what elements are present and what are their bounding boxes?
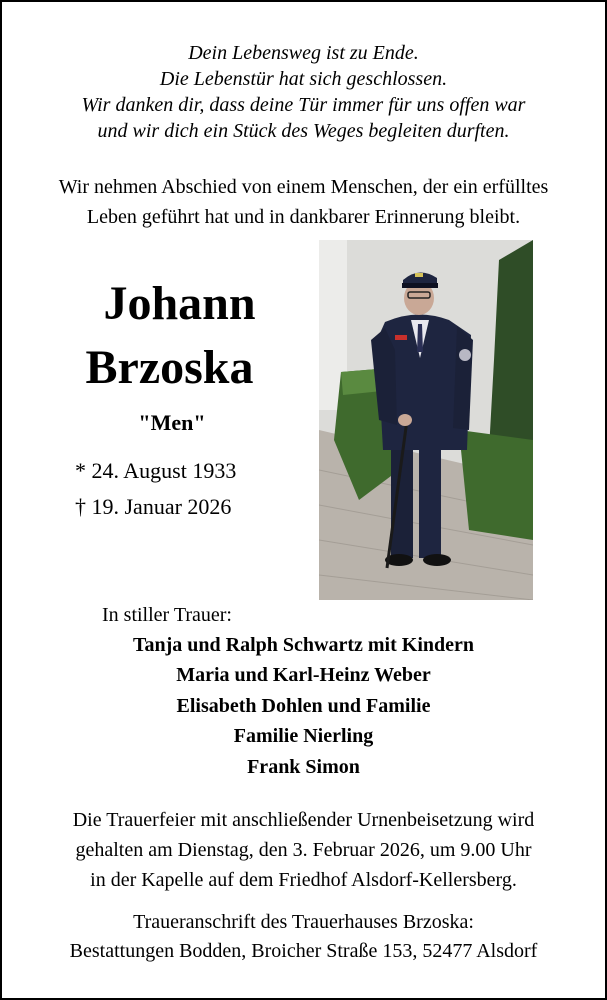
address-line: Traueranschrift des Trauerhauses Brzoska: bbox=[133, 911, 474, 933]
deceased-first-name: Johann bbox=[103, 277, 256, 330]
intro-line: Leben geführt hat und in dankbarer Erinnerung bleibt. bbox=[86, 206, 521, 228]
mourner-entry: Familie Nierling bbox=[233, 725, 374, 748]
poem-line: Wir danken dir, dass deine Tür immer für uns offen war bbox=[81, 94, 526, 116]
poem-line: und wir dich ein Stück des Weges begleiten durften. bbox=[97, 120, 510, 142]
portrait-illustration bbox=[319, 240, 533, 600]
mourners-intro: In stiller Trauer: bbox=[102, 604, 232, 626]
intro-line: Wir nehmen Abschied von einem Menschen, der ein erfülltes bbox=[58, 176, 549, 198]
farewell-intro bbox=[2, 172, 605, 232]
service-line: gehalten am Dienstag, den 3. Februar 2026, um 9.00 Uhr bbox=[75, 839, 532, 861]
cap-brim bbox=[402, 283, 438, 288]
birth-date: * 24. August 1933 bbox=[75, 458, 237, 483]
mourner-entry: Elisabeth Dohlen und Familie bbox=[176, 694, 431, 717]
mourner-entry: Maria und Karl-Heinz Weber bbox=[176, 664, 431, 687]
funeral-service-info bbox=[2, 805, 605, 895]
arm-patch bbox=[459, 349, 471, 361]
poem-line: Die Lebenstür hat sich geschlossen. bbox=[159, 68, 448, 90]
mourning-address bbox=[2, 908, 605, 966]
death-date: † 19. Januar 2026 bbox=[75, 494, 232, 519]
poem-line: Dein Lebensweg ist zu Ende. bbox=[188, 42, 419, 64]
service-line: Die Trauerfeier mit anschließender Urnenbeisetzung wird bbox=[72, 809, 535, 831]
hedge-right bbox=[459, 430, 533, 540]
right-shoe bbox=[423, 554, 451, 566]
deceased-last-name: Brzoska bbox=[85, 341, 254, 394]
tie bbox=[417, 324, 423, 352]
deceased-nickname: "Men" bbox=[138, 410, 206, 435]
memorial-poem bbox=[2, 40, 605, 144]
service-line: in der Kapelle auf dem Friedhof Alsdorf-Kellersberg. bbox=[90, 869, 517, 891]
address-line: Bestattungen Bodden, Broicher Straße 153, 52477 Alsdorf bbox=[69, 940, 538, 962]
red-badge bbox=[395, 335, 407, 340]
hand bbox=[398, 414, 412, 426]
portrait-photo bbox=[319, 240, 533, 600]
mourners-list bbox=[2, 630, 605, 782]
right-leg bbox=[419, 440, 441, 558]
cap-badge bbox=[415, 273, 423, 277]
mourner-entry: Tanja und Ralph Schwartz mit Kindern bbox=[133, 634, 474, 656]
mourner-entry: Frank Simon bbox=[247, 755, 360, 778]
